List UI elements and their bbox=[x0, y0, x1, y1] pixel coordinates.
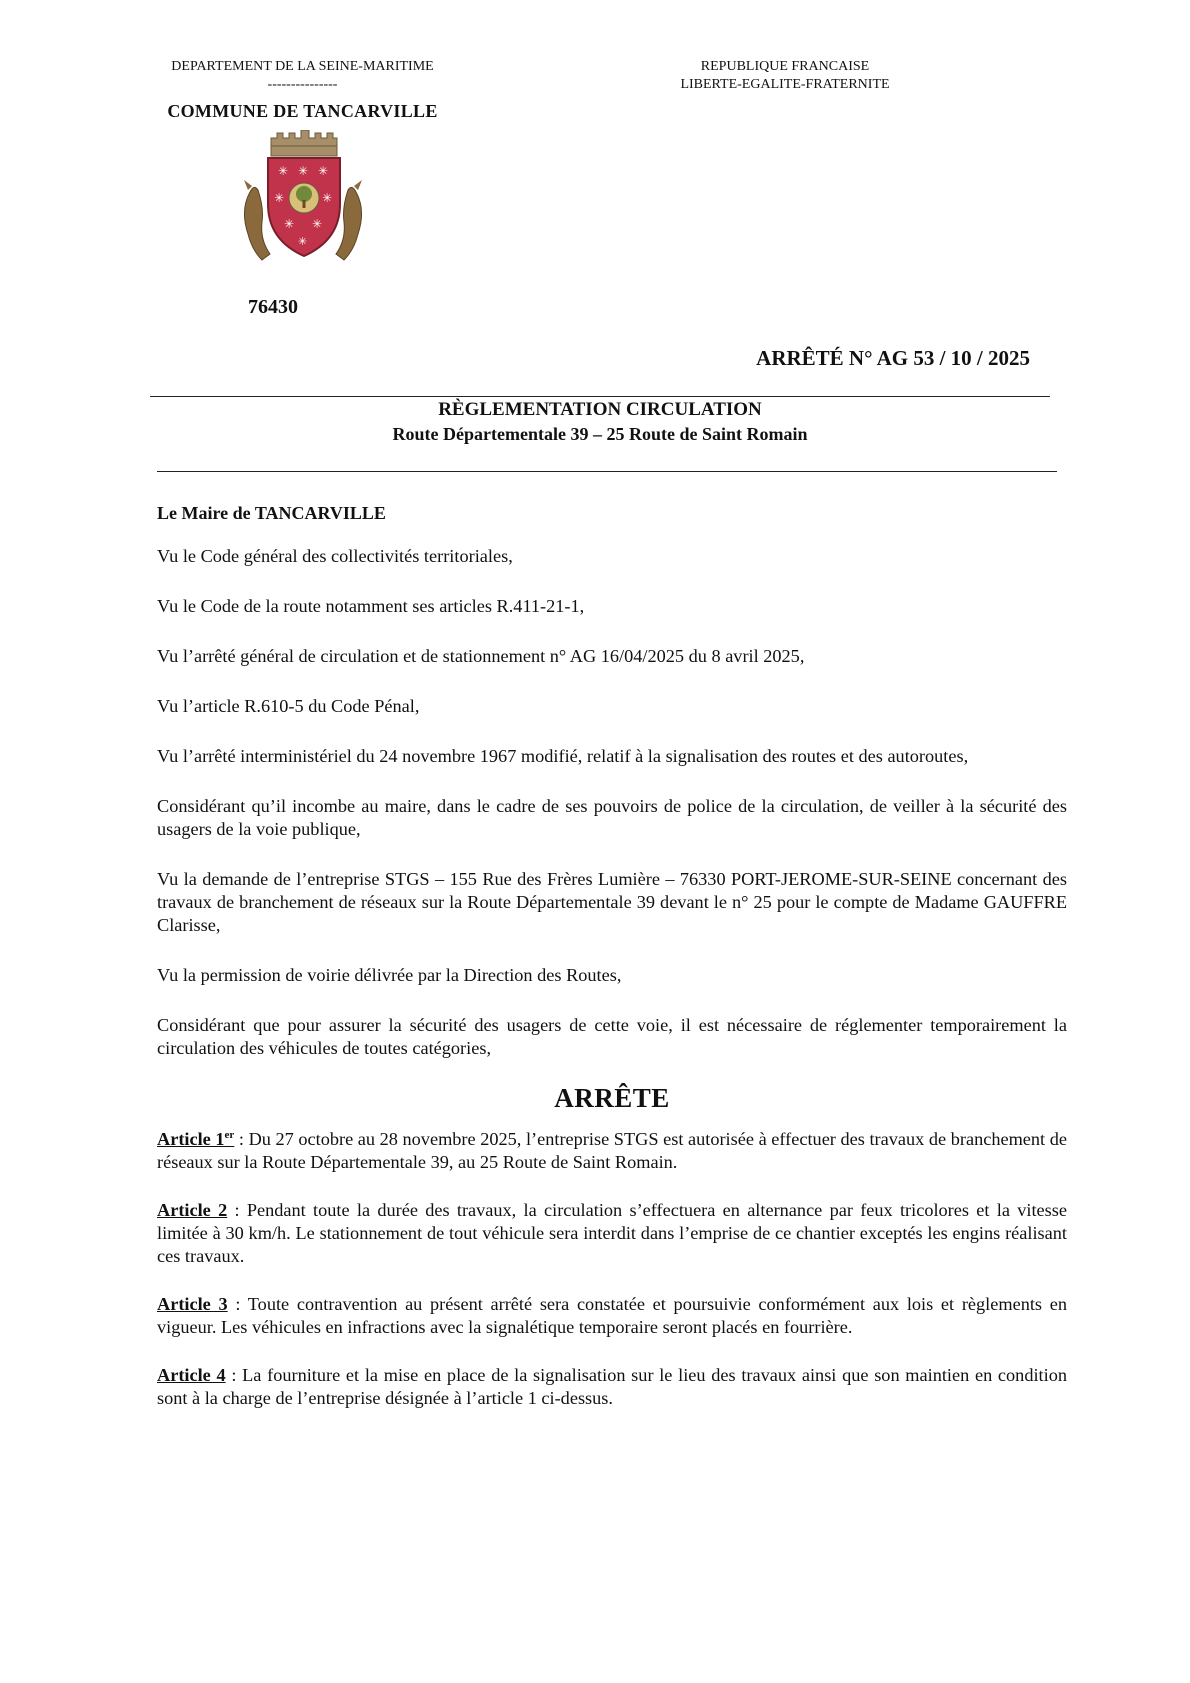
commune-name: COMMUNE DE TANCARVILLE bbox=[167, 101, 438, 121]
consideration-item: Vu l’arrêté interministériel du 24 novembre 1967 modifié, relatif à la signalisation des routes et des autoroutes, bbox=[157, 746, 969, 766]
title-line-2: Route Départementale 39 – 25 Route de Saint Romain bbox=[392, 424, 808, 444]
article-2 bbox=[157, 1199, 1067, 1268]
arrete-number: ARRÊTÉ N° AG 53 / 10 / 2025 bbox=[756, 346, 1030, 370]
title-block bbox=[150, 398, 1050, 446]
consideration-item: Vu la demande de l’entreprise STGS – 155 Rue des Frères Lumière – 76330 PORT-JEROME-SUR-SEINE concernant des travaux de branchement de réseaux sur la Route Départementale 39 devant le n° 25 pour le compte de Madame GAUFFRE Clarisse, bbox=[157, 869, 1067, 935]
article-3 bbox=[157, 1293, 1067, 1339]
svg-text:✳: ✳ bbox=[284, 217, 295, 231]
consideration-item: Vu l’arrêté général de circulation et de stationnement n° AG 16/04/2025 du 8 avril 2025, bbox=[157, 646, 805, 666]
article-label: Article 4 bbox=[157, 1365, 226, 1385]
decision-heading: ARRÊTE bbox=[554, 1083, 670, 1113]
consideration-item: Considérant qu’il incombe au maire, dans le cadre de ses pouvoirs de police de la circulation, de veiller à la sécurité des usagers de la voie publique, bbox=[157, 796, 1067, 839]
consideration-item: Vu le Code général des collectivités territoriales, bbox=[157, 546, 513, 566]
svg-text:✳: ✳ bbox=[318, 164, 329, 178]
header-left bbox=[140, 58, 465, 120]
article-text: : Pendant toute la durée des travaux, la circulation s’effectuera en alternance par feux tricolores et la vitesse limitée à 30 km/h. Le stationnement de tout véhicule sera interdit dans l’emprise de ce chantier exceptés les engins réalisant ces travaux. bbox=[157, 1200, 1067, 1266]
svg-text:✳: ✳ bbox=[298, 235, 308, 248]
republic-name: REPUBLIQUE FRANCAISE bbox=[700, 59, 870, 74]
consideration-item: Vu le Code de la route notamment ses articles R.411-21-1, bbox=[157, 596, 585, 616]
article-label: Article 2 bbox=[157, 1200, 228, 1220]
document-body bbox=[157, 502, 1067, 1435]
article-1 bbox=[157, 1128, 1067, 1174]
department-name: DEPARTEMENT DE LA SEINE-MARITIME bbox=[171, 59, 434, 74]
svg-text:✳: ✳ bbox=[274, 191, 285, 205]
title-top-rule bbox=[150, 396, 1050, 397]
republic-motto: LIBERTE-EGALITE-FRATERNITE bbox=[680, 77, 890, 92]
consideration-item: Vu l’article R.610-5 du Code Pénal, bbox=[157, 696, 420, 716]
article-text: : Toute contravention au présent arrêté sera constatée et poursuivie conformément aux lois et règlements en vigueur. Les véhicules en infractions avec la signalétique temporaire seront placés en fourrière. bbox=[157, 1294, 1067, 1337]
postal-code: 76430 bbox=[248, 296, 298, 318]
article-text: : La fourniture et la mise en place de la signalisation sur le lieu des travaux ainsi que son maintien en condition sont à la charge de l’entreprise désignée à l’article 1 ci-dessus. bbox=[157, 1365, 1067, 1408]
article-label bbox=[157, 1129, 234, 1149]
svg-text:✳: ✳ bbox=[312, 217, 323, 231]
article-text: : Du 27 octobre au 28 novembre 2025, l’entreprise STGS est autorisée à effectuer des travaux de branchement de réseaux sur la Route Départementale 39, au 25 Route de Saint Romain. bbox=[157, 1129, 1067, 1172]
svg-text:✳: ✳ bbox=[298, 164, 309, 178]
article-label-sup: er bbox=[224, 1128, 235, 1141]
article-label: Article 3 bbox=[157, 1294, 228, 1314]
header-separator: --------------- bbox=[267, 77, 338, 92]
consideration-item: Vu la permission de voirie délivrée par la Direction des Routes, bbox=[157, 965, 622, 985]
coat-of-arms-icon bbox=[238, 130, 368, 270]
svg-text:✳: ✳ bbox=[278, 164, 289, 178]
consideration-item: Considérant que pour assurer la sécurité des usagers de cette voie, il est nécessaire de réglementer temporairement la circulation des véhicules de toutes catégories, bbox=[157, 1015, 1067, 1058]
article-label-text: Article 1 bbox=[157, 1129, 225, 1149]
article-4 bbox=[157, 1364, 1067, 1410]
maire-heading: Le Maire de TANCARVILLE bbox=[157, 503, 386, 523]
title-line-1: RÈGLEMENTATION CIRCULATION bbox=[438, 399, 762, 420]
svg-text:✳: ✳ bbox=[322, 191, 333, 205]
title-bottom-rule bbox=[157, 471, 1057, 472]
header-right bbox=[640, 58, 930, 94]
